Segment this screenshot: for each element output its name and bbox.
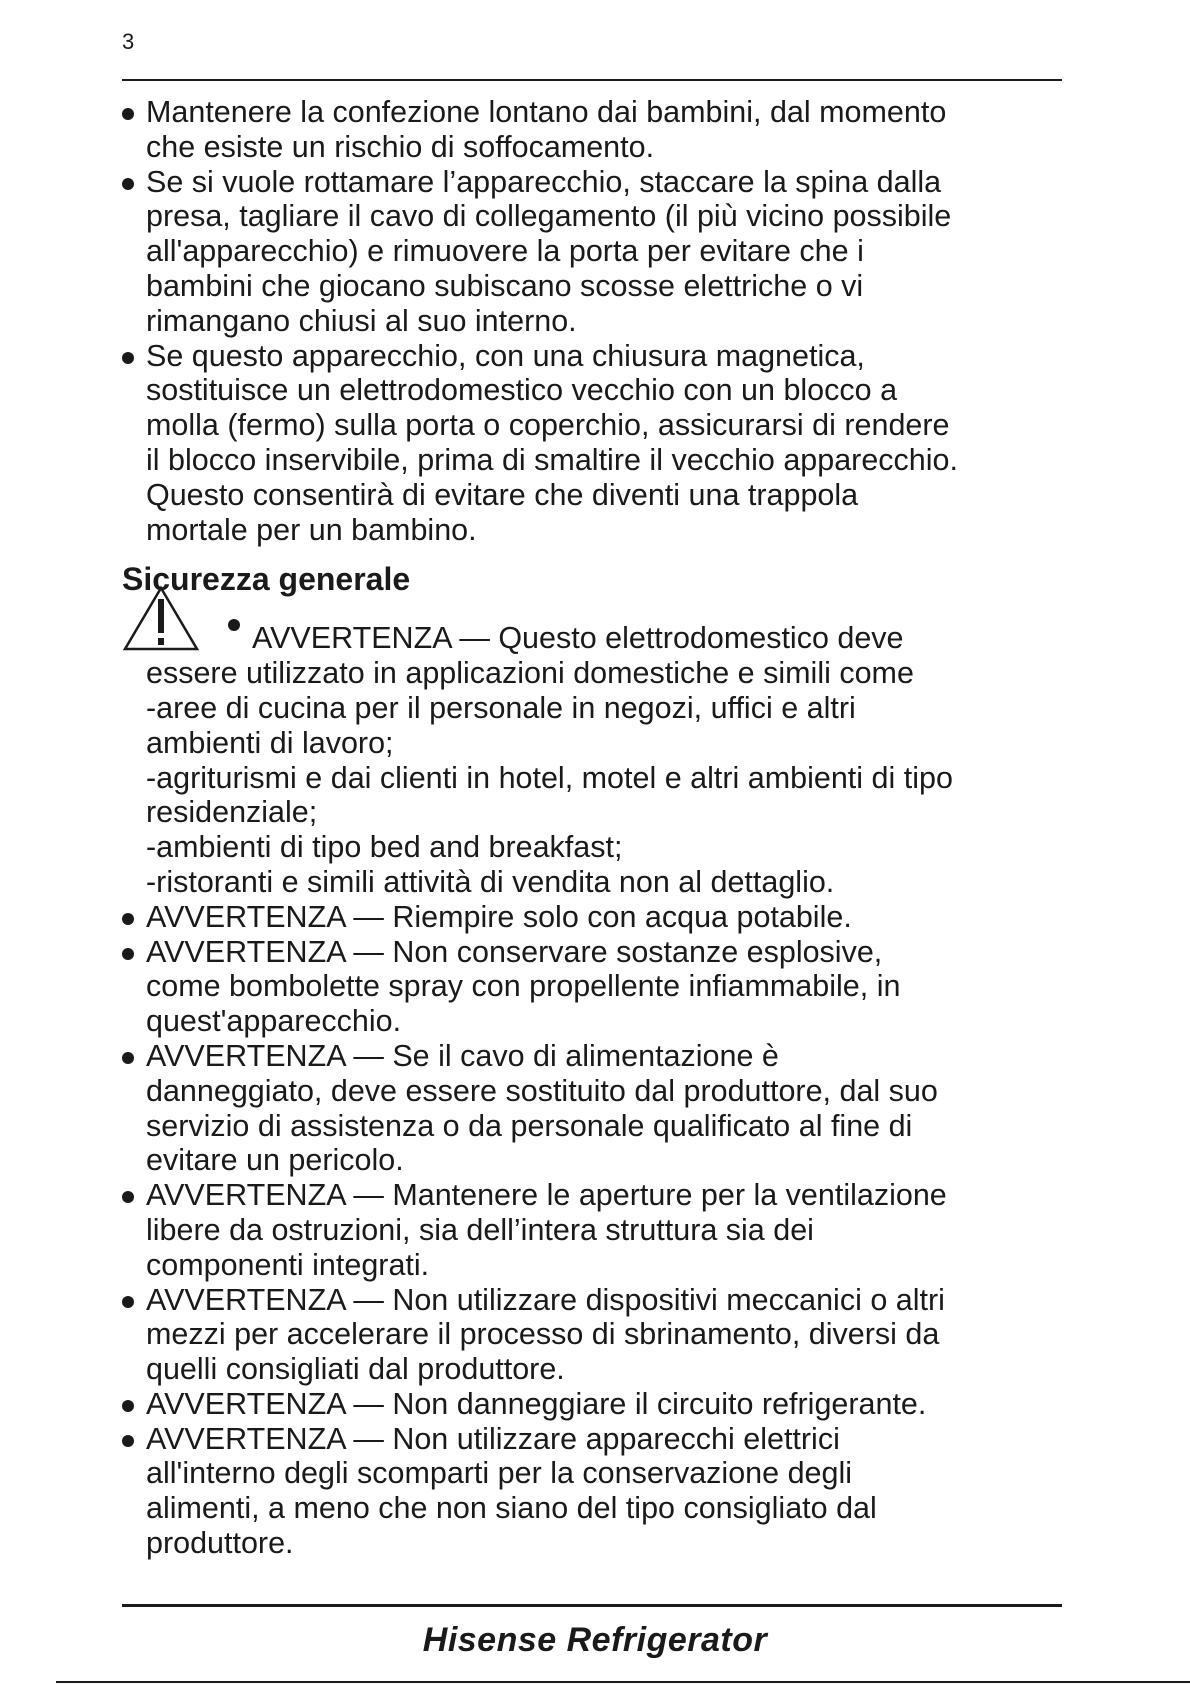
item-line: produttore. [146,1526,294,1561]
item-line: Se questo apparecchio, con una chiusura magnetica, [146,338,865,373]
item-line: rimangano chiusi al suo interno. [146,303,577,338]
item-line: Mantenere la confezione lontano dai bambini, dal momento [146,95,947,129]
list-item [122,95,1062,165]
page-edge-divider [56,1681,1190,1683]
item-line: come bombolette spray con propellente infiammabile, in [146,969,901,1004]
bullet-icon [122,352,134,364]
warning-list [122,900,1062,1561]
section-title: Sicurezza generale [122,561,411,598]
bullet-icon [122,1296,134,1308]
footer-divider [122,1604,1062,1607]
item-line: il blocco inservibile, prima di smaltire il vecchio apparecchio. [146,442,958,477]
list-item [122,1039,1062,1178]
item-line: servizio di assistenza o da personale qualificato al fine di [146,1108,913,1143]
item-line: ambienti di lavoro; [146,725,394,760]
item-line: Se si vuole rottamare l’apparecchio, staccare la spina dalla [146,164,942,199]
item-line: essere utilizzato in applicazioni domestiche e simili come [146,656,914,691]
list-item [122,1422,1062,1561]
item-line: bambini che giocano subiscano scosse elettriche o vi [146,268,864,303]
item-line: quelli consigliati dal produttore. [146,1352,565,1387]
item-line: all'apparecchio) e rimuovere la porta per evitare che i [146,234,864,269]
list-item [122,900,1062,935]
item-line: libere da ostruzioni, sia dell’intera struttura sia dei [146,1212,814,1247]
bullet-icon [122,1052,134,1064]
bullet-icon [122,1435,134,1447]
list-item [122,935,1062,1039]
bullet-icon [122,108,134,120]
item-line: -ambienti di tipo bed and breakfast; [146,830,623,865]
bullet-icon [122,178,134,190]
item-line: -agriturismi e dai clienti in hotel, motel e altri ambienti di tipo [146,760,953,795]
list-item [122,1387,1062,1422]
page-number: 3 [122,29,135,54]
list-item [122,165,1062,339]
list-item [122,1178,1062,1282]
list-item [122,339,1062,548]
warning-first-line [146,621,1062,656]
item-line: quest'apparecchio. [146,1004,402,1039]
item-line: AVVERTENZA — Non utilizzare apparecchi elettrici [146,1421,840,1456]
item-line: Questo consentirà di evitare che diventi una trappola [146,477,859,512]
bullet-icon [122,948,134,960]
item-line: -ristoranti e simili attività di vendita non al dettaglio. [146,864,835,899]
warning-triangle-icon [122,585,200,653]
item-line: molla (fermo) sulla porta o coperchio, assicurarsi di rendere [146,408,950,443]
item-line: AVVERTENZA — Se il cavo di alimentazione è [146,1038,779,1073]
intro-list [122,95,1062,547]
item-line: evitare un pericolo. [146,1143,404,1178]
item-line: AVVERTENZA — Riempire solo con acqua potabile. [146,899,852,934]
item-line: presa, tagliare il cavo di collegamento (il più vicino possibile [146,199,952,234]
footer-brand: Hisense Refrigerator [422,1621,768,1659]
item-line: AVVERTENZA — Non utilizzare dispositivi meccanici o altri [146,1282,945,1317]
item-line: che esiste un rischio di soffocamento. [146,129,655,164]
item-line: mortale per un bambino. [146,512,477,547]
item-line: mezzi per accelerare il processo di sbrinamento, diversi da [146,1317,940,1352]
warning-block [122,621,1062,899]
list-item [122,1283,1062,1387]
item-line: -aree di cucina per il personale in negozi, uffici e altri [146,690,856,725]
bullet-icon [122,913,134,925]
item-line: AVVERTENZA — Questo elettrodomestico deve [252,621,904,656]
item-line: danneggiato, deve essere sostituito dal produttore, dal suo [146,1073,938,1108]
item-line: residenziale; [146,795,318,830]
item-line: AVVERTENZA — Mantenere le aperture per la ventilazione [146,1178,947,1213]
page-content [122,95,1062,1561]
header-divider [122,79,1062,81]
item-line: AVVERTENZA — Non danneggiare il circuito refrigerante. [146,1386,927,1421]
item-line: AVVERTENZA — Non conservare sostanze esplosive, [146,934,883,969]
bullet-icon [122,1191,134,1203]
item-line: componenti integrati. [146,1247,430,1282]
bullet-icon [122,1400,134,1412]
item-line: alimenti, a meno che non siano del tipo consigliato dal [146,1491,877,1526]
item-line: sostituisce un elettrodomestico vecchio con un blocco a [146,373,898,408]
item-line: all'interno degli scomparti per la conservazione degli [146,1456,853,1491]
